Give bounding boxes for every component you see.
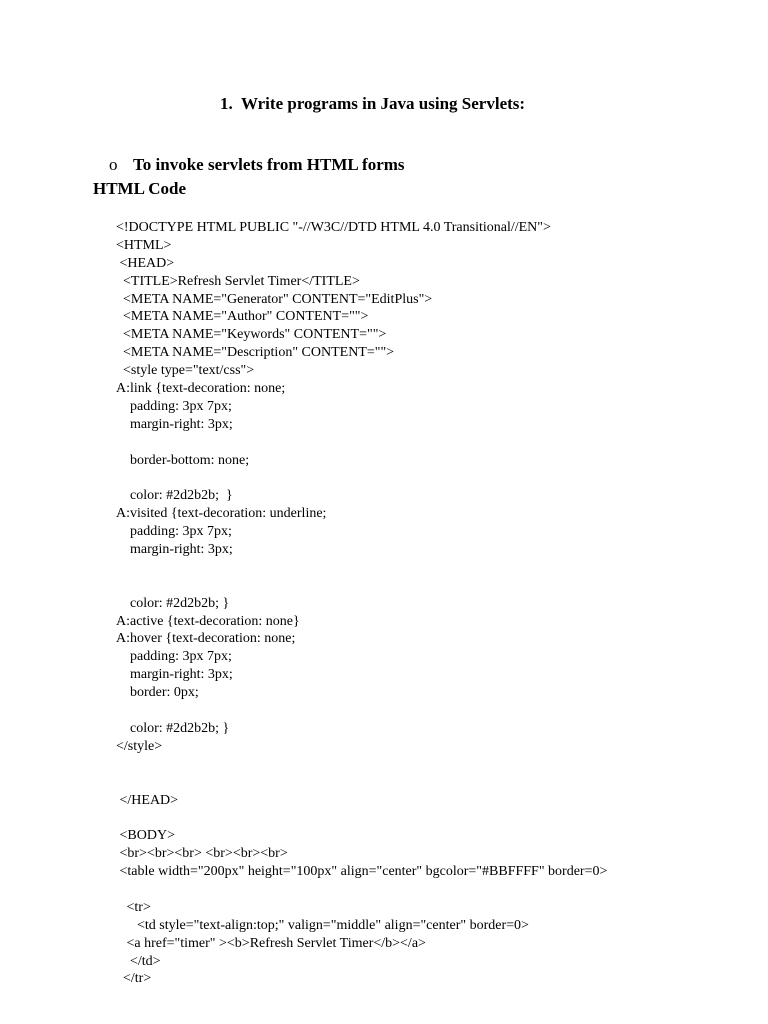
code-line: <table width="200px" height="100px" align="center" bgcolor="#BBFFFF" border=0> bbox=[116, 864, 608, 880]
page-heading: 1. Write programs in Java using Servlets: bbox=[220, 94, 526, 113]
code-line bbox=[116, 756, 607, 774]
section-heading: HTML Code bbox=[93, 179, 187, 198]
code-line: <style type="text/css"> bbox=[116, 363, 255, 379]
code-line bbox=[116, 774, 607, 792]
code-line: padding: 3px 7px; bbox=[116, 649, 232, 665]
code-line: A:active {text-decoration: none} bbox=[116, 613, 300, 629]
code-line bbox=[116, 559, 607, 577]
code-line bbox=[116, 469, 607, 487]
code-line: <META NAME="Description" CONTENT=""> bbox=[116, 345, 395, 361]
code-line: </style> bbox=[116, 738, 163, 754]
code-line: <td style="text-align:top;" valign="middle" align="center" border=0> bbox=[116, 917, 529, 933]
code-line: border: 0px; bbox=[116, 685, 199, 701]
code-line: color: #2d2b2b; } bbox=[116, 595, 230, 611]
code-line bbox=[116, 881, 607, 899]
code-line: padding: 3px 7px; bbox=[116, 524, 232, 540]
code-line bbox=[116, 434, 607, 452]
code-line: <tr> bbox=[116, 899, 151, 915]
code-line bbox=[116, 577, 607, 595]
code-line: <META NAME="Generator" CONTENT="EditPlus"> bbox=[116, 291, 433, 307]
code-line: <META NAME="Keywords" CONTENT=""> bbox=[116, 327, 387, 343]
code-line: </td> bbox=[116, 953, 161, 969]
code-line: margin-right: 3px; bbox=[116, 416, 233, 432]
code-line: <br><br><br> <br><br><br> bbox=[116, 846, 288, 862]
bullet-text: To invoke servlets from HTML forms bbox=[133, 155, 405, 174]
code-line: <BODY> bbox=[116, 828, 175, 844]
code-line: A:hover {text-decoration: none; bbox=[116, 631, 296, 647]
code-line: margin-right: 3px; bbox=[116, 667, 233, 683]
code-line: margin-right: 3px; bbox=[116, 542, 233, 558]
code-line: border-bottom: none; bbox=[116, 452, 250, 468]
code-line: color: #2d2b2b; } bbox=[116, 488, 233, 504]
code-line bbox=[116, 809, 607, 827]
code-line: <META NAME="Author" CONTENT=""> bbox=[116, 309, 369, 325]
code-line: A:link {text-decoration: none; bbox=[116, 381, 286, 397]
code-line: <!DOCTYPE HTML PUBLIC "-//W3C//DTD HTML 4.0 Transitional//EN"> bbox=[116, 220, 551, 235]
code-line bbox=[116, 702, 607, 720]
code-line: <a href="timer" ><b>Refresh Servlet Timer</b></a> bbox=[116, 935, 426, 951]
code-line: </HEAD> bbox=[116, 792, 179, 808]
code-line: <HEAD> bbox=[116, 255, 175, 271]
code-block bbox=[116, 219, 607, 988]
code-line: padding: 3px 7px; bbox=[116, 398, 232, 414]
bullet-marker: o bbox=[109, 155, 118, 174]
code-line: color: #2d2b2b; } bbox=[116, 720, 230, 736]
code-line: </tr> bbox=[116, 971, 152, 987]
code-line: A:visited {text-decoration: underline; bbox=[116, 506, 327, 522]
code-line: <HTML> bbox=[116, 237, 172, 253]
code-line: <TITLE>Refresh Servlet Timer</TITLE> bbox=[116, 273, 360, 289]
